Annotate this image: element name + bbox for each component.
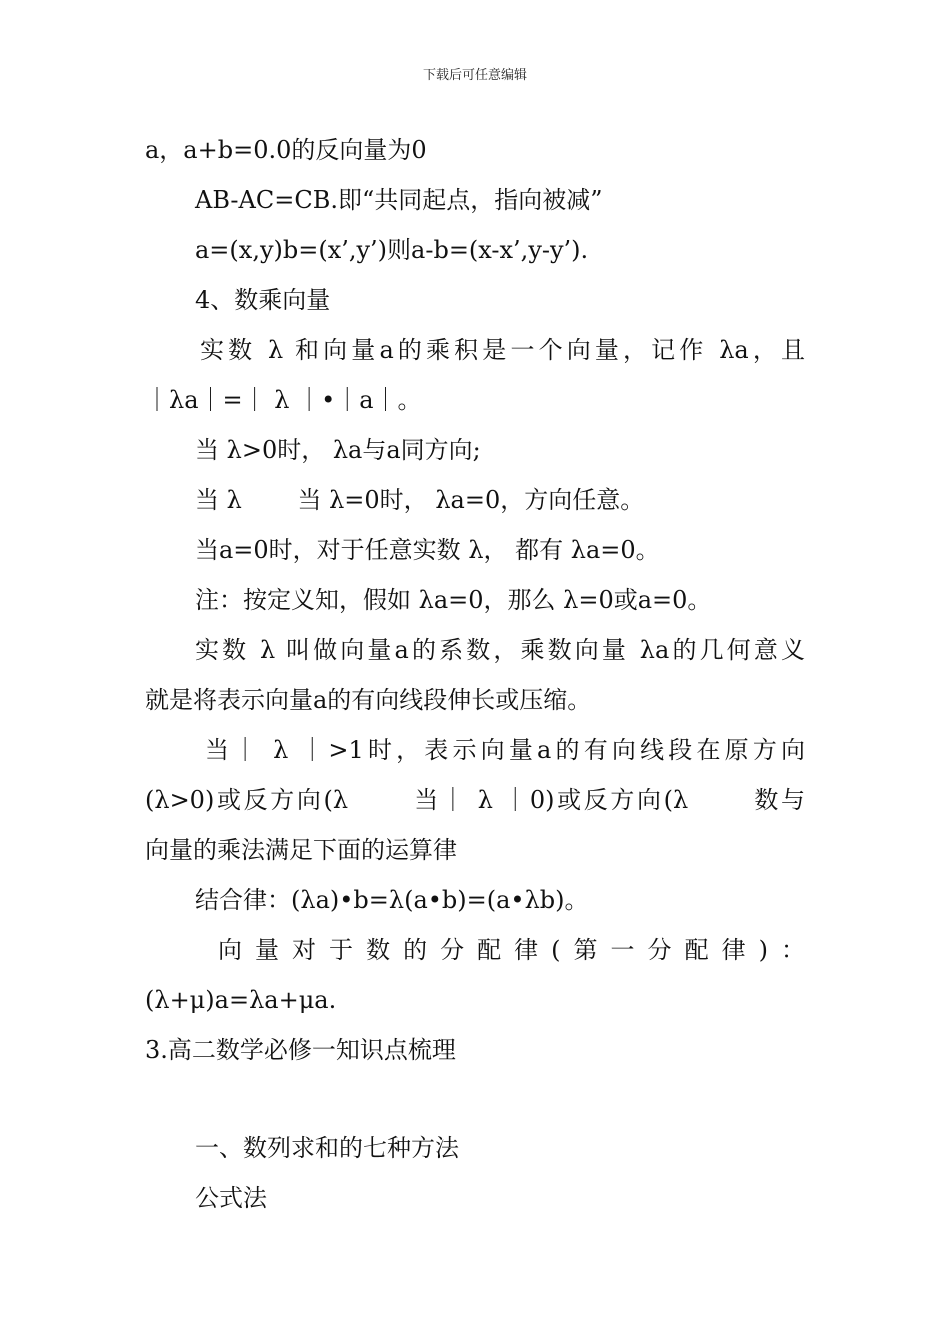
text-line-2: AB-AC=CB.即“共同起点，指向被减” (195, 186, 603, 214)
text-line-14: (λ>0)或反方向(λ 当｜ λ ｜0)或反方向(λ 数与 (145, 786, 805, 814)
section-heading-sequence-summation: 一、数列求和的七种方法 (195, 1134, 459, 1162)
text-line-7: 当 λ>0时， λa与a同方向; (195, 436, 481, 464)
section-heading-scalar-multiplication: 4、数乘向量 (195, 286, 331, 314)
text-line-11: 实数 λ 叫做向量a的系数，乘数向量 λa的几何意义 (195, 636, 805, 664)
text-line-6: ｜λa｜=｜ λ ｜•｜a｜。 (145, 386, 422, 414)
text-line-5: 实数 λ 和向量a的乘积是一个向量，记作 λa，且 (200, 336, 805, 364)
text-line-13: 当｜ λ ｜>1时，表示向量a的有向线段在原方向 (205, 736, 805, 764)
text-line-17: 向量对于数的分配律(第一分配律)： (218, 936, 805, 964)
text-line-18: (λ+μ)a=λa+μa. (145, 986, 337, 1014)
subheading-formula-method: 公式法 (195, 1184, 267, 1212)
text-line-3: a=(x,y)b=(x’,y’)则a-b=(x-x’,y-y’). (195, 236, 589, 264)
text-line-12: 就是将表示向量a的有向线段伸长或压缩。 (145, 686, 592, 714)
text-line-9: 当a=0时，对于任意实数 λ， 都有 λa=0。 (195, 536, 660, 564)
text-line-15: 向量的乘法满足下面的运算律 (145, 836, 457, 864)
section-heading-knowledge-points: 3.高二数学必修一知识点梳理 (145, 1036, 456, 1064)
text-line-1: a，a+b=0.0的反向量为0 (145, 136, 427, 164)
text-line-16: 结合律：(λa)•b=λ(a•b)=(a•λb)。 (195, 886, 589, 914)
text-line-8: 当 λ 当 λ=0时， λa=0，方向任意。 (195, 486, 645, 514)
page-header: 下载后可任意编辑 (422, 68, 527, 83)
text-line-10: 注：按定义知，假如 λa=0，那么 λ=0或a=0。 (195, 586, 712, 614)
